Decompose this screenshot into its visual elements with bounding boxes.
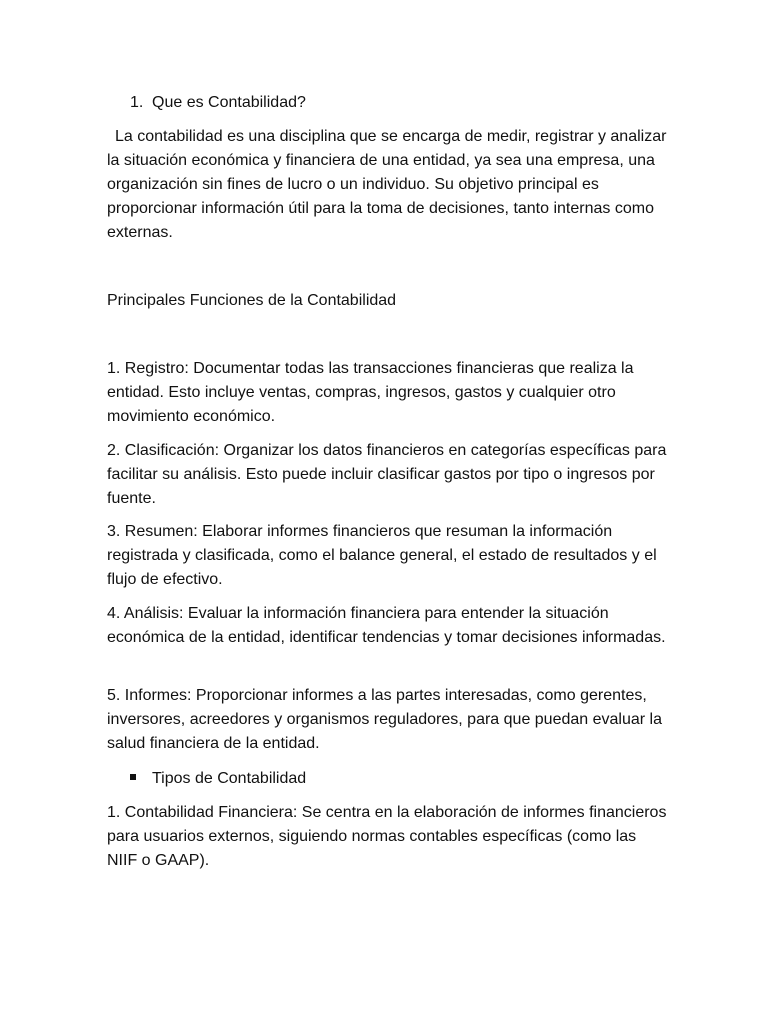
function-item-registro: 1. Registro: Documentar todas las transacciones financieras que realiza la entidad. Esto incluye ventas, compras, ingresos, gastos y cualquier otro movimiento económico. (107, 360, 634, 425)
section-heading-text: Que es Contabilidad? (152, 94, 306, 111)
intro-paragraph (107, 125, 667, 245)
function-item-resumen: 3. Resumen: Elaborar informes financieros que resuman la información registrada y clasificada, como el balance general, el estado de resultados y el flujo de efectivo. (107, 523, 657, 588)
types-title: Tipos de Contabilidad (152, 770, 307, 787)
list-number: 1. (130, 94, 144, 111)
type-item-financiera: 1. Contabilidad Financiera: Se centra en la elaboración de informes financieros para usuarios externos, siguiendo normas contables específicas (como las NIIF o GAAP). (107, 804, 667, 869)
square-bullet-icon (130, 774, 136, 780)
function-item-clasificacion: 2. Clasificación: Organizar los datos financieros en categorías específicas para facilitar su análisis. Esto puede incluir clasificar gastos por tipo o ingresos por fuente. (107, 442, 667, 507)
functions-title: Principales Funciones de la Contabilidad (107, 292, 397, 309)
function-item-analisis: 4. Análisis: Evaluar la información financiera para entender la situación económica de la entidad, identificar tendencias y tomar decisiones informadas. (107, 605, 666, 646)
types-bullet-heading (130, 767, 306, 791)
function-item-informes: 5. Informes: Proporcionar informes a las partes interesadas, como gerentes, inversores, acreedores y organismos reguladores, para que puedan evaluar la salud financiera de la entidad. (107, 687, 662, 752)
intro-text: La contabilidad es una disciplina que se encarga de medir, registrar y analizar la situación económica y financiera de una entidad, ya sea una empresa, una organización sin fines de lucro o un individuo. Su objetivo principal es proporcionar información útil para la toma de decisiones, tanto internas como externas. (107, 128, 667, 241)
section-heading-que-es (130, 91, 306, 115)
